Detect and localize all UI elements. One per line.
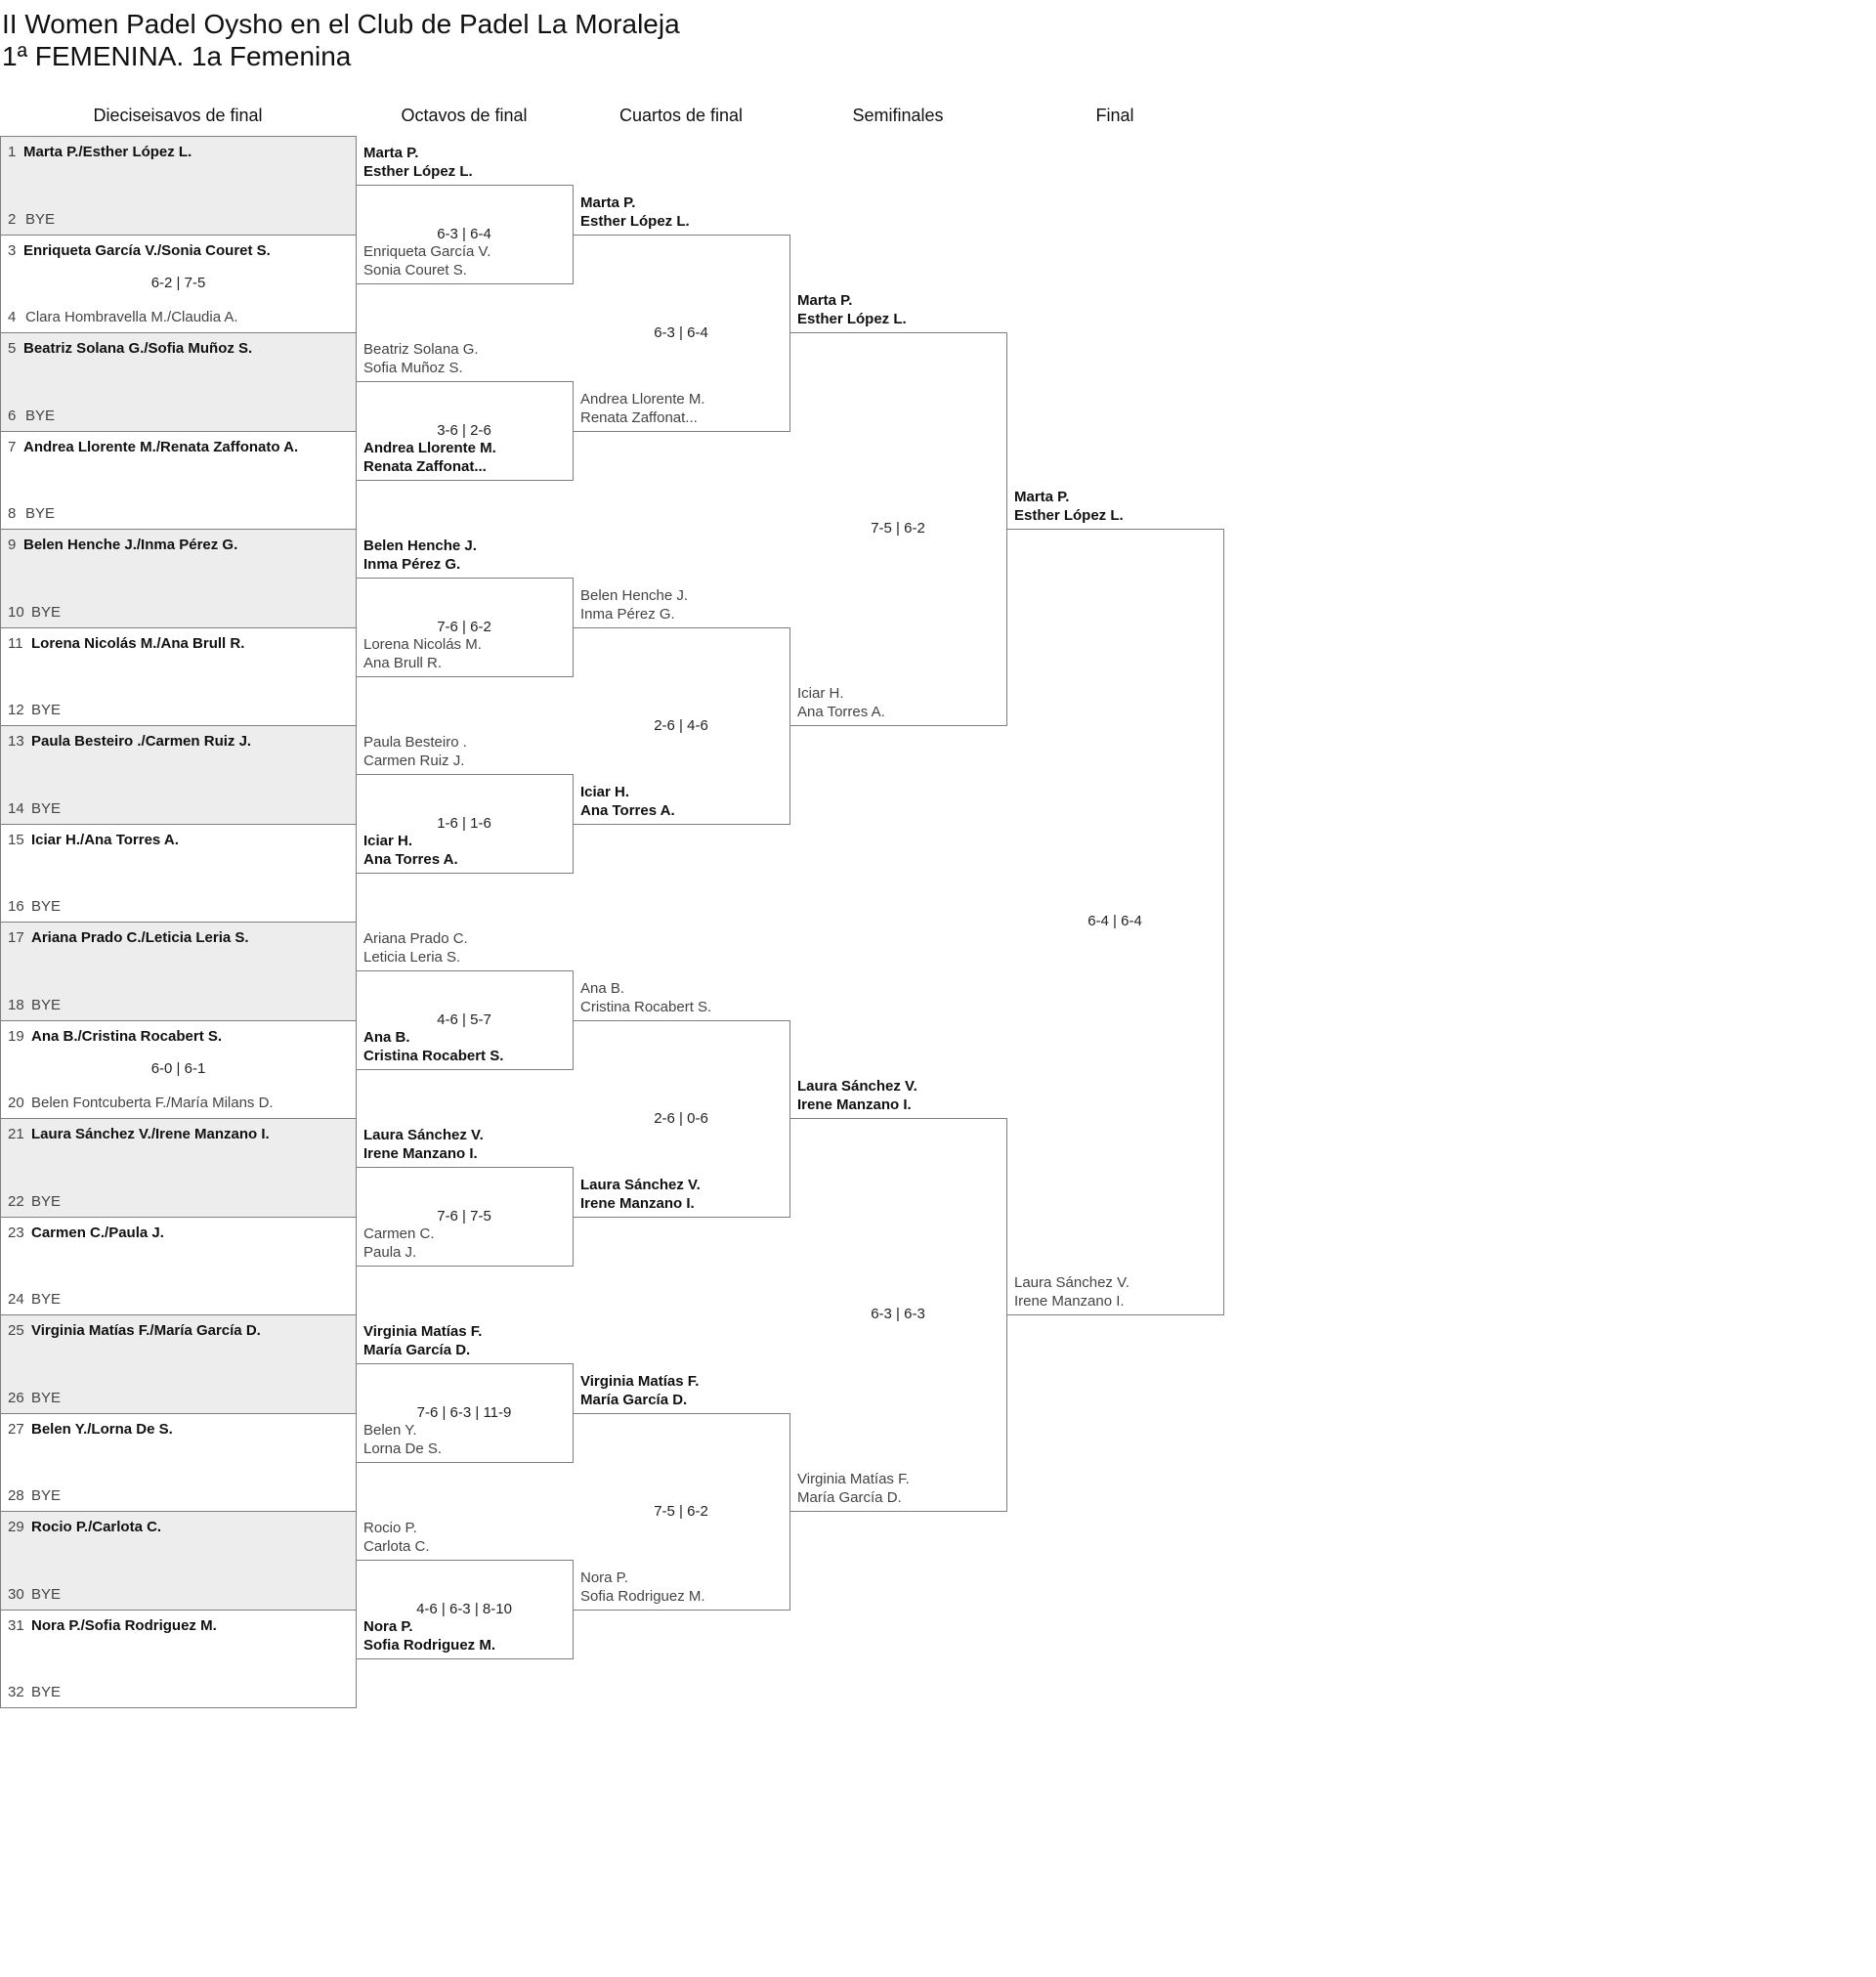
team-name[interactable]: Virginia Matías F./María García D. xyxy=(31,1322,261,1339)
bracket-line xyxy=(573,824,790,825)
team-name[interactable]: BYE xyxy=(31,1193,62,1210)
bracket-line xyxy=(1223,529,1224,1315)
team-name[interactable]: BYE xyxy=(31,702,62,718)
team-name[interactable]: Lorena Nicolás M./Ana Brull R. xyxy=(31,635,245,652)
team-player-1[interactable]: Iciar H. xyxy=(797,685,844,702)
seed-number: 13 xyxy=(8,733,24,750)
seed-number: 14 xyxy=(8,800,24,817)
team-player-1[interactable]: Enriqueta García V. xyxy=(363,243,491,260)
team-name[interactable]: Andrea Llorente M./Renata Zaffonato A. xyxy=(23,439,299,455)
bracket-line xyxy=(356,381,574,382)
page-subtitle: 1ª FEMENINA. 1a Femenina xyxy=(2,41,352,71)
team-player-1[interactable]: Nora P. xyxy=(363,1618,413,1635)
team-name[interactable]: Marta P./Esther López L. xyxy=(23,144,192,160)
team-name[interactable]: BYE xyxy=(31,800,62,817)
team-player-2[interactable]: Lorna De S. xyxy=(363,1440,443,1457)
match-score: 7-6 | 6-2 xyxy=(437,619,491,635)
seed-number: 27 xyxy=(8,1421,24,1438)
match-score: 7-5 | 6-2 xyxy=(871,520,925,537)
match-score: 2-6 | 4-6 xyxy=(654,717,708,734)
team-player-2[interactable]: Cristina Rocabert S. xyxy=(363,1048,504,1064)
bracket-line xyxy=(573,431,790,432)
team-player-2[interactable]: María García D. xyxy=(797,1489,902,1506)
team-player-1[interactable]: Marta P. xyxy=(363,145,419,161)
bracket-line xyxy=(356,1069,574,1070)
bracket-line xyxy=(356,1266,574,1267)
bracket-line xyxy=(356,283,574,284)
seed-number: 15 xyxy=(8,832,24,848)
team-name[interactable]: BYE xyxy=(31,1487,62,1504)
team-player-2[interactable]: Inma Pérez G. xyxy=(363,556,461,573)
team-player-2[interactable]: Ana Torres A. xyxy=(580,802,675,819)
seed-number: 29 xyxy=(8,1519,24,1535)
team-player-1[interactable]: Belen Henche J. xyxy=(580,587,689,604)
team-player-1[interactable]: Marta P. xyxy=(580,194,636,211)
bracket-line xyxy=(573,1413,790,1414)
team-player-2[interactable]: Ana Torres A. xyxy=(363,851,458,868)
bracket-line xyxy=(573,1020,790,1021)
seed-number: 1 xyxy=(8,144,17,160)
team-player-2[interactable]: Cristina Rocabert S. xyxy=(580,999,712,1015)
team-name[interactable]: Nora P./Sofia Rodriguez M. xyxy=(31,1617,217,1634)
seed-number: 31 xyxy=(8,1617,24,1634)
bracket-line xyxy=(789,1118,1007,1119)
team-player-2[interactable]: Sofia Muñoz S. xyxy=(363,360,463,376)
seed-number: 25 xyxy=(8,1322,24,1339)
team-name[interactable]: Iciar H./Ana Torres A. xyxy=(31,832,179,848)
bracket-line xyxy=(789,1511,1007,1512)
seed-number: 23 xyxy=(8,1225,24,1241)
team-player-2[interactable]: Ana Brull R. xyxy=(363,655,443,671)
team-name[interactable]: Belen Henche J./Inma Pérez G. xyxy=(23,537,238,553)
team-player-2[interactable]: Leticia Leria S. xyxy=(363,949,461,966)
bracket-line xyxy=(573,235,790,236)
match-score: 3-6 | 2-6 xyxy=(437,422,491,439)
team-player-2[interactable]: Paula J. xyxy=(363,1244,417,1261)
team-player-1[interactable]: Iciar H. xyxy=(363,833,413,849)
team-player-1[interactable]: Laura Sánchez V. xyxy=(797,1078,917,1095)
team-player-2[interactable]: Esther López L. xyxy=(363,163,473,180)
seed-number: 32 xyxy=(8,1684,24,1700)
team-player-1[interactable]: Laura Sánchez V. xyxy=(580,1177,701,1193)
team-player-2[interactable]: Renata Zaffonat... xyxy=(580,409,698,426)
bracket-line xyxy=(356,873,574,874)
match-score: 7-6 | 7-5 xyxy=(437,1208,491,1225)
team-name[interactable]: BYE xyxy=(31,1291,62,1308)
team-name[interactable]: BYE xyxy=(31,1586,62,1603)
team-name[interactable]: BYE xyxy=(25,211,56,228)
match-score: 6-4 | 6-4 xyxy=(1087,913,1142,929)
match-score: 6-3 | 6-4 xyxy=(437,226,491,242)
bracket-line xyxy=(356,774,574,775)
seed-number: 20 xyxy=(8,1095,24,1111)
team-player-1[interactable]: Nora P. xyxy=(580,1569,628,1586)
seed-number: 17 xyxy=(8,929,24,946)
bracket-line xyxy=(356,185,574,186)
team-name[interactable]: Paula Besteiro ./Carmen Ruiz J. xyxy=(31,733,252,750)
page-title: II Women Padel Oysho en el Club de Padel La Moraleja xyxy=(2,9,680,39)
bracket-line xyxy=(789,235,790,432)
team-player-1[interactable]: Andrea Llorente M. xyxy=(580,391,705,408)
team-name[interactable]: Ariana Prado C./Leticia Leria S. xyxy=(31,929,249,946)
match-score: 6-0 | 6-1 xyxy=(150,1060,206,1077)
team-name[interactable]: Clara Hombravella M./Claudia A. xyxy=(25,309,238,325)
team-player-2[interactable]: María García D. xyxy=(363,1342,471,1358)
bracket-line xyxy=(356,1560,574,1561)
team-name[interactable]: BYE xyxy=(31,1390,62,1406)
team-player-1[interactable]: Belen Y. xyxy=(363,1422,417,1439)
round-header-sf: Semifinales xyxy=(852,106,944,125)
match-score: 4-6 | 5-7 xyxy=(437,1011,491,1028)
seed-number: 3 xyxy=(8,242,17,259)
match-score: 6-3 | 6-4 xyxy=(654,324,708,341)
team-player-2[interactable]: Sonia Couret S. xyxy=(363,262,467,279)
bracket-line xyxy=(573,1217,790,1218)
team-name[interactable]: Belen Fontcuberta F./María Milans D. xyxy=(31,1095,274,1111)
team-name[interactable]: Ana B./Cristina Rocabert S. xyxy=(31,1028,223,1045)
team-player-2[interactable]: Carlota C. xyxy=(363,1538,430,1555)
team-player-1[interactable]: Virginia Matías F. xyxy=(797,1471,910,1487)
team-player-1[interactable]: Ariana Prado C. xyxy=(363,930,468,947)
bracket-line xyxy=(356,1167,574,1168)
bracket-line xyxy=(356,1363,574,1364)
match-score: 1-6 | 1-6 xyxy=(437,815,491,832)
team-name[interactable]: Laura Sánchez V./Irene Manzano I. xyxy=(31,1126,270,1142)
team-player-2[interactable]: Irene Manzano I. xyxy=(797,1096,912,1113)
match-score: 2-6 | 0-6 xyxy=(654,1110,708,1127)
team-player-1[interactable]: Paula Besteiro . xyxy=(363,734,467,751)
team-name[interactable]: BYE xyxy=(31,1684,62,1700)
team-name[interactable]: Rocio P./Carlota C. xyxy=(31,1519,162,1535)
team-player-1[interactable]: Laura Sánchez V. xyxy=(363,1127,484,1143)
team-player-1[interactable]: Carmen C. xyxy=(363,1225,435,1242)
seed-number: 4 xyxy=(8,309,17,325)
team-name[interactable]: Beatriz Solana G./Sofia Muñoz S. xyxy=(23,340,253,357)
team-name[interactable]: Belen Y./Lorna De S. xyxy=(31,1421,173,1438)
bracket-line xyxy=(789,1020,790,1218)
bracket-line xyxy=(573,627,790,628)
seed-number: 11 xyxy=(8,635,23,652)
bracket-line xyxy=(356,1462,574,1463)
team-player-1[interactable]: Rocio P. xyxy=(363,1520,417,1536)
team-player-1[interactable]: Marta P. xyxy=(797,292,853,309)
team-player-2[interactable]: Sofia Rodriguez M. xyxy=(363,1637,495,1654)
team-name[interactable]: BYE xyxy=(31,898,62,915)
seed-number: 19 xyxy=(8,1028,24,1045)
round-header-qf: Cuartos de final xyxy=(618,106,744,125)
seed-number: 9 xyxy=(8,537,17,553)
team-player-1[interactable]: Ana B. xyxy=(580,980,625,997)
team-name[interactable]: BYE xyxy=(25,408,56,424)
team-player-2[interactable]: Inma Pérez G. xyxy=(580,606,675,623)
match-score: 6-2 | 7-5 xyxy=(150,275,206,291)
team-name[interactable]: Enriqueta García V./Sonia Couret S. xyxy=(23,242,271,259)
round-header-final: Final xyxy=(1095,106,1134,125)
team-player-2[interactable]: Renata Zaffonat... xyxy=(363,458,487,475)
bracket-line xyxy=(573,1610,790,1611)
bracket-line xyxy=(356,970,574,971)
team-player-1[interactable]: Ana B. xyxy=(363,1029,410,1046)
team-player-1[interactable]: Beatriz Solana G. xyxy=(363,341,479,358)
match-score: 7-5 | 6-2 xyxy=(654,1503,708,1520)
team-player-1[interactable]: Laura Sánchez V. xyxy=(1014,1274,1130,1291)
team-player-1[interactable]: Virginia Matías F. xyxy=(363,1323,483,1340)
team-player-1[interactable]: Belen Henche J. xyxy=(363,537,477,554)
seed-number: 18 xyxy=(8,997,24,1013)
team-player-2[interactable]: Irene Manzano I. xyxy=(580,1195,695,1212)
match-score: 4-6 | 6-3 | 8-10 xyxy=(416,1601,512,1617)
team-player-2[interactable]: Irene Manzano I. xyxy=(363,1145,478,1162)
team-player-2[interactable]: Esther López L. xyxy=(797,311,907,327)
bracket-line xyxy=(356,578,574,579)
seed-number: 30 xyxy=(8,1586,24,1603)
seed-number: 7 xyxy=(8,439,17,455)
seed-number: 24 xyxy=(8,1291,24,1308)
seed-number: 2 xyxy=(8,211,17,228)
team-player-2[interactable]: Esther López L. xyxy=(1014,507,1124,524)
team-name[interactable]: BYE xyxy=(25,505,56,522)
team-name[interactable]: Carmen C./Paula J. xyxy=(31,1225,164,1241)
team-player-1[interactable]: Lorena Nicolás M. xyxy=(363,636,482,653)
team-name[interactable]: BYE xyxy=(31,997,62,1013)
seed-number: 8 xyxy=(8,505,17,522)
team-player-1[interactable]: Andrea Llorente M. xyxy=(363,440,496,456)
team-player-2[interactable]: Sofia Rodriguez M. xyxy=(580,1588,705,1605)
bracket-line xyxy=(356,676,574,677)
bracket-line xyxy=(789,1413,790,1611)
bracket-line xyxy=(789,627,790,825)
bracket-line xyxy=(356,480,574,481)
bracket-line xyxy=(789,332,1007,333)
seed-number: 26 xyxy=(8,1390,24,1406)
round-header-r32: Dieciseisavos de final xyxy=(93,106,263,125)
match-score: 6-3 | 6-3 xyxy=(871,1306,925,1322)
seed-number: 10 xyxy=(8,604,24,621)
bracket-line xyxy=(1006,529,1224,530)
seed-number: 16 xyxy=(8,898,24,915)
team-player-1[interactable]: Iciar H. xyxy=(580,784,630,800)
seed-number: 5 xyxy=(8,340,17,357)
team-player-2[interactable]: Ana Torres A. xyxy=(797,704,885,720)
team-player-2[interactable]: Esther López L. xyxy=(580,213,690,230)
team-player-2[interactable]: Carmen Ruiz J. xyxy=(363,752,465,769)
team-player-2[interactable]: Irene Manzano I. xyxy=(1014,1293,1125,1310)
seed-number: 21 xyxy=(8,1126,24,1142)
team-player-1[interactable]: Marta P. xyxy=(1014,489,1070,505)
team-name[interactable]: BYE xyxy=(31,604,62,621)
bracket-line xyxy=(789,725,1007,726)
round-header-r16: Octavos de final xyxy=(401,106,528,125)
team-player-1[interactable]: Virginia Matías F. xyxy=(580,1373,700,1390)
seed-number: 22 xyxy=(8,1193,24,1210)
seed-number: 12 xyxy=(8,702,24,718)
bracket-line xyxy=(1006,1314,1224,1315)
seed-number: 6 xyxy=(8,408,17,424)
match-score: 7-6 | 6-3 | 11-9 xyxy=(416,1404,512,1421)
bracket-line xyxy=(356,1658,574,1659)
seed-number: 28 xyxy=(8,1487,24,1504)
team-player-2[interactable]: María García D. xyxy=(580,1392,688,1408)
